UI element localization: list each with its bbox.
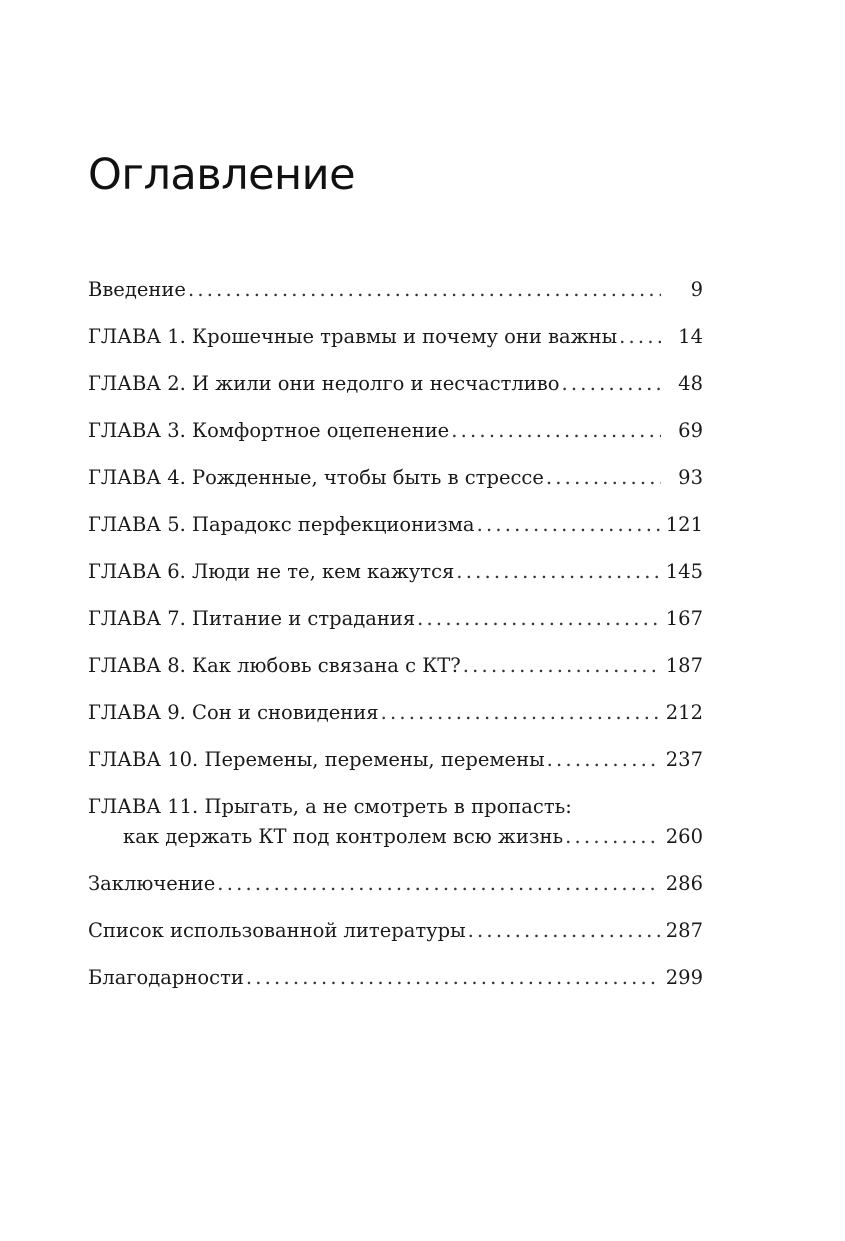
toc-entry-title: ГЛАВА 6. Люди не те, кем кажутся [88, 560, 455, 583]
toc-line-continuation [88, 822, 703, 852]
dot-leader [562, 369, 661, 399]
toc-page-number: 48 [678, 372, 703, 395]
toc-line [88, 369, 703, 399]
dot-leader [565, 822, 661, 852]
dot-leader [456, 557, 661, 587]
toc-entry-title: ГЛАВА 4. Рожденные, чтобы быть в стрессе [88, 466, 544, 489]
dot-leader [246, 963, 661, 993]
toc-entry-chapter-11[interactable] [88, 792, 703, 852]
toc-entry-chapter-7[interactable] [88, 604, 703, 634]
dot-leader [547, 745, 661, 775]
toc-entry-title: Заключение [88, 872, 216, 895]
toc-page-number: 212 [665, 701, 703, 724]
dot-leader [463, 651, 661, 681]
toc-line [88, 275, 703, 305]
toc-page-number: 9 [690, 278, 703, 301]
toc-page-number: 187 [665, 654, 703, 677]
toc-entry-title: Благодарности [88, 966, 244, 989]
toc-entry-title: Список использованной литературы [88, 919, 466, 942]
toc-entry-chapter-3[interactable] [88, 416, 703, 446]
toc-line [88, 463, 703, 493]
toc-line [88, 916, 703, 946]
toc-entry-chapter-1[interactable] [88, 322, 703, 352]
toc-entry-chapter-2[interactable] [88, 369, 703, 399]
toc-entry-chapter-8[interactable] [88, 651, 703, 681]
table-of-contents [88, 275, 703, 1010]
toc-entry-title: ГЛАВА 11. Прыгать, а не смотреть в пропасть: [88, 795, 572, 818]
dot-leader [619, 322, 661, 352]
toc-page-number: 260 [665, 825, 703, 848]
toc-line [88, 651, 703, 681]
toc-entry-references[interactable] [88, 916, 703, 946]
dot-leader [381, 698, 661, 728]
dot-leader [188, 275, 661, 305]
dot-leader [451, 416, 661, 446]
toc-page-number: 145 [665, 560, 703, 583]
toc-page-number: 69 [678, 419, 703, 442]
toc-line [88, 510, 703, 540]
toc-line [88, 416, 703, 446]
toc-entry-title: ГЛАВА 1. Крошечные травмы и почему они важны [88, 325, 618, 348]
toc-entry-chapter-6[interactable] [88, 557, 703, 587]
toc-page-number: 237 [665, 748, 703, 771]
toc-entry-chapter-4[interactable] [88, 463, 703, 493]
toc-line [88, 698, 703, 728]
toc-line [88, 557, 703, 587]
toc-entry-title: ГЛАВА 5. Парадокс перфекционизма [88, 513, 475, 536]
toc-entry-subtitle: как держать КТ под контролем всю жизнь [123, 825, 564, 848]
toc-entry-chapter-9[interactable] [88, 698, 703, 728]
toc-line [88, 322, 703, 352]
toc-entry-acknowledgements[interactable] [88, 963, 703, 993]
toc-entry-title: ГЛАВА 7. Питание и страдания [88, 607, 416, 630]
toc-line [88, 604, 703, 634]
dot-leader [417, 604, 661, 634]
toc-entry-chapter-5[interactable] [88, 510, 703, 540]
toc-entry-title: ГЛАВА 8. Как любовь связана с КТ? [88, 654, 461, 677]
toc-entry-conclusion[interactable] [88, 869, 703, 899]
toc-entry-title: ГЛАВА 3. Комфортное оцепенение [88, 419, 450, 442]
dot-leader [477, 510, 661, 540]
toc-page-number: 121 [665, 513, 703, 536]
toc-page-number: 93 [678, 466, 703, 489]
toc-line [88, 963, 703, 993]
toc-entry-title: Введение [88, 278, 186, 301]
toc-entry-introduction[interactable] [88, 275, 703, 305]
toc-line [88, 745, 703, 775]
toc-page-number: 167 [665, 607, 703, 630]
toc-line [88, 869, 703, 899]
toc-entry-title: ГЛАВА 10. Перемены, перемены, перемены [88, 748, 545, 771]
toc-line [88, 792, 703, 822]
toc-entry-title: ГЛАВА 2. И жили они недолго и несчастливо [88, 372, 560, 395]
dot-leader [468, 916, 661, 946]
dot-leader [217, 869, 661, 899]
dot-leader [546, 463, 661, 493]
toc-entry-chapter-10[interactable] [88, 745, 703, 775]
page-title: Оглавление [88, 150, 356, 200]
toc-entry-title: ГЛАВА 9. Сон и сновидения [88, 701, 379, 724]
toc-page-number: 286 [665, 872, 703, 895]
toc-page-number: 299 [665, 966, 703, 989]
toc-page-number: 14 [678, 325, 703, 348]
toc-page-number: 287 [665, 919, 703, 942]
